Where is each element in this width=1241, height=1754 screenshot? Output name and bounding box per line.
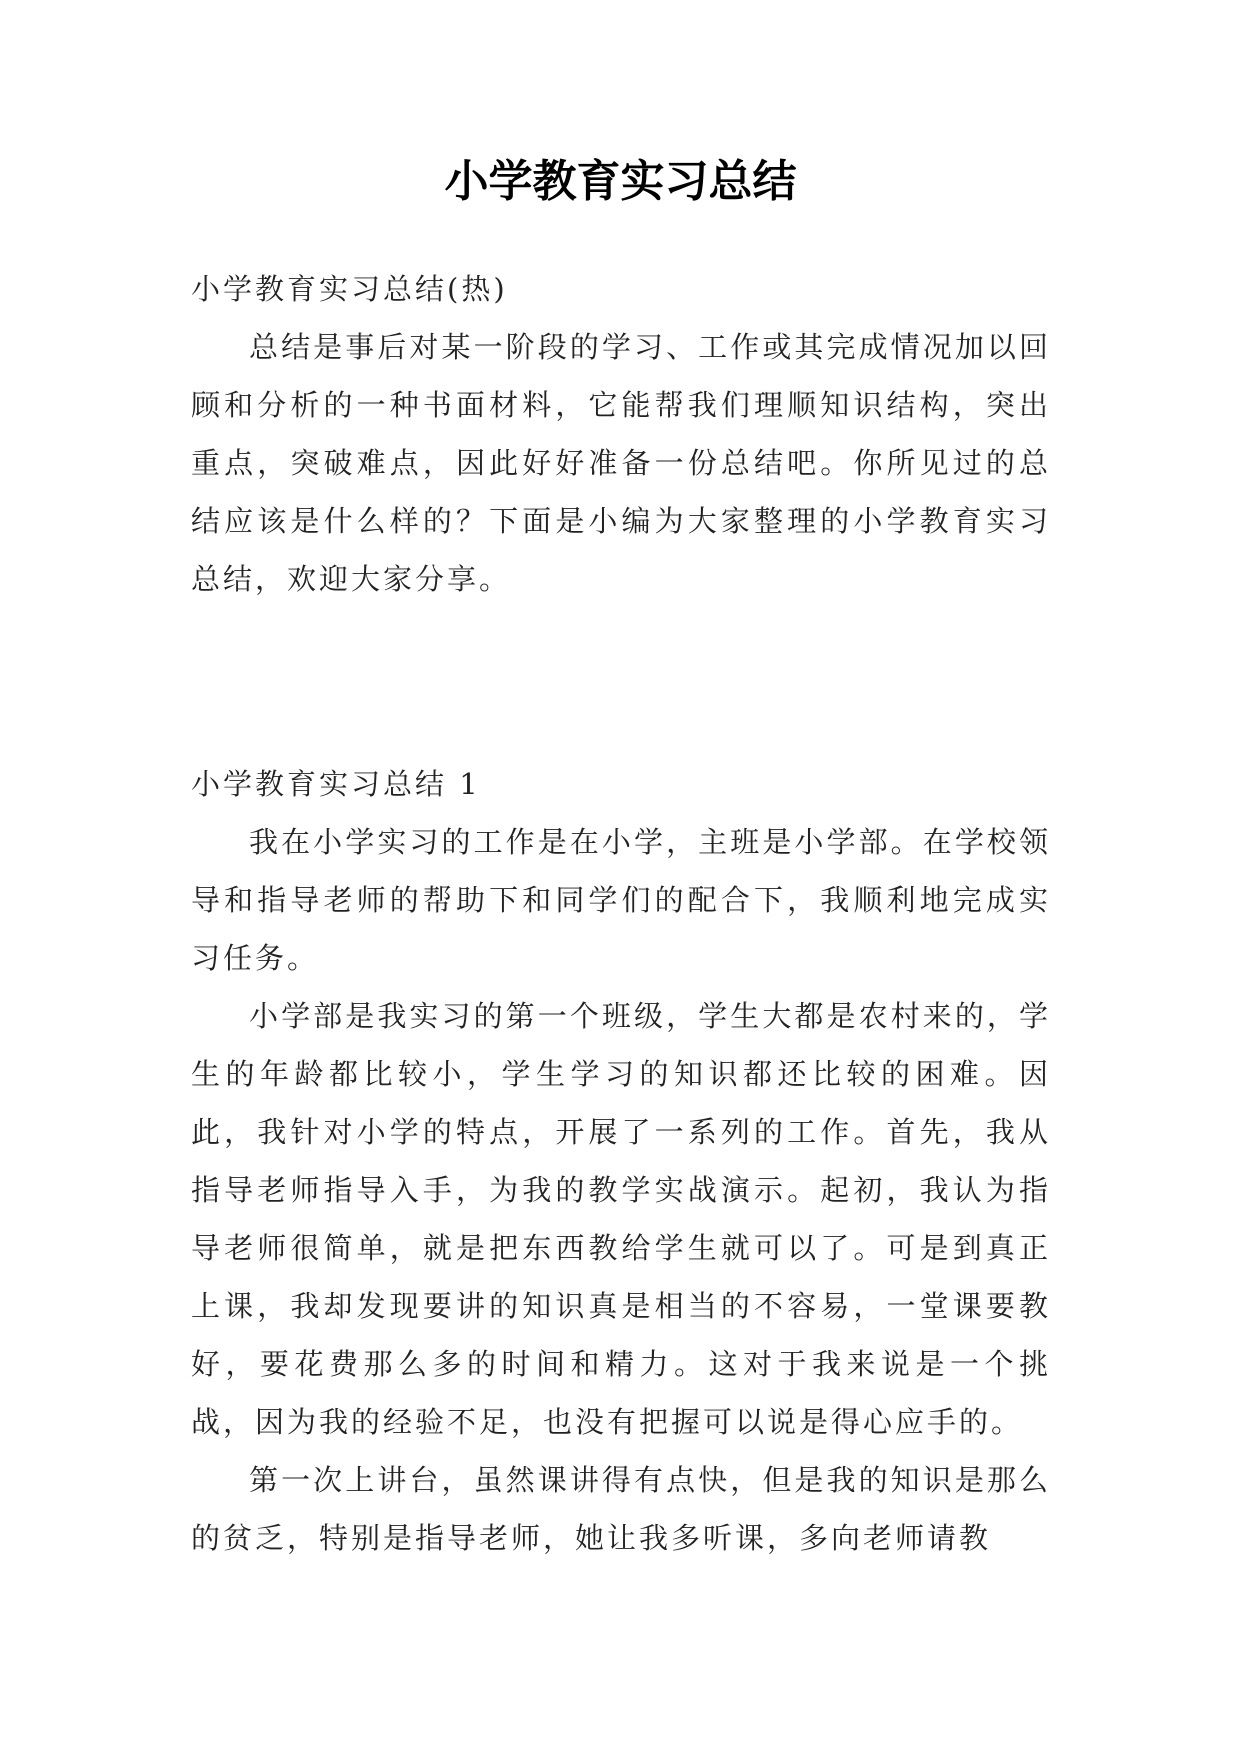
intro-heading: 小学教育实习总结(热) — [191, 272, 508, 306]
section-1 — [191, 755, 1051, 1567]
section-1-heading: 小学教育实习总结 1 — [191, 767, 481, 801]
intro-paragraph: 总结是事后对某一阶段的学习、工作或其完成情况加以回顾和分析的一种书面材料，它能帮我们理顺知识结构，突出重点，突破难点，因此好好准备一份总结吧。你所见过的总结应该是什么样的？下面是小编为大家整理的小学教育实习总结，欢迎大家分享。 — [191, 330, 1051, 596]
section-1-paragraph: 我在小学实习的工作是在小学，主班是小学部。在学校领导和指导老师的帮助下和同学们的配合下，我顺利地完成实习任务。 — [191, 825, 1051, 975]
section-1-paragraph: 小学部是我实习的第一个班级，学生大都是农村来的，学生的年龄都比较小，学生学习的知识都还比较的困难。因此，我针对小学的特点，开展了一系列的工作。首先，我从指导老师指导入手，为我的教学实战演示。起初，我认为指导老师很简单，就是把东西教给学生就可以了。可是到真正上课，我却发现要讲的知识真是相当的不容易，一堂课要教好，要花费那么多的时间和精力。这对于我来说是一个挑战，因为我的经验不足，也没有把握可以说是得心应手的。 — [191, 999, 1051, 1439]
document-title: 小学教育实习总结 — [444, 156, 797, 207]
intro-section — [191, 260, 1051, 608]
section-1-paragraph: 第一次上讲台，虽然课讲得有点快，但是我的知识是那么的贫乏，特别是指导老师，她让我多听课，多向老师请教 — [191, 1463, 1051, 1555]
